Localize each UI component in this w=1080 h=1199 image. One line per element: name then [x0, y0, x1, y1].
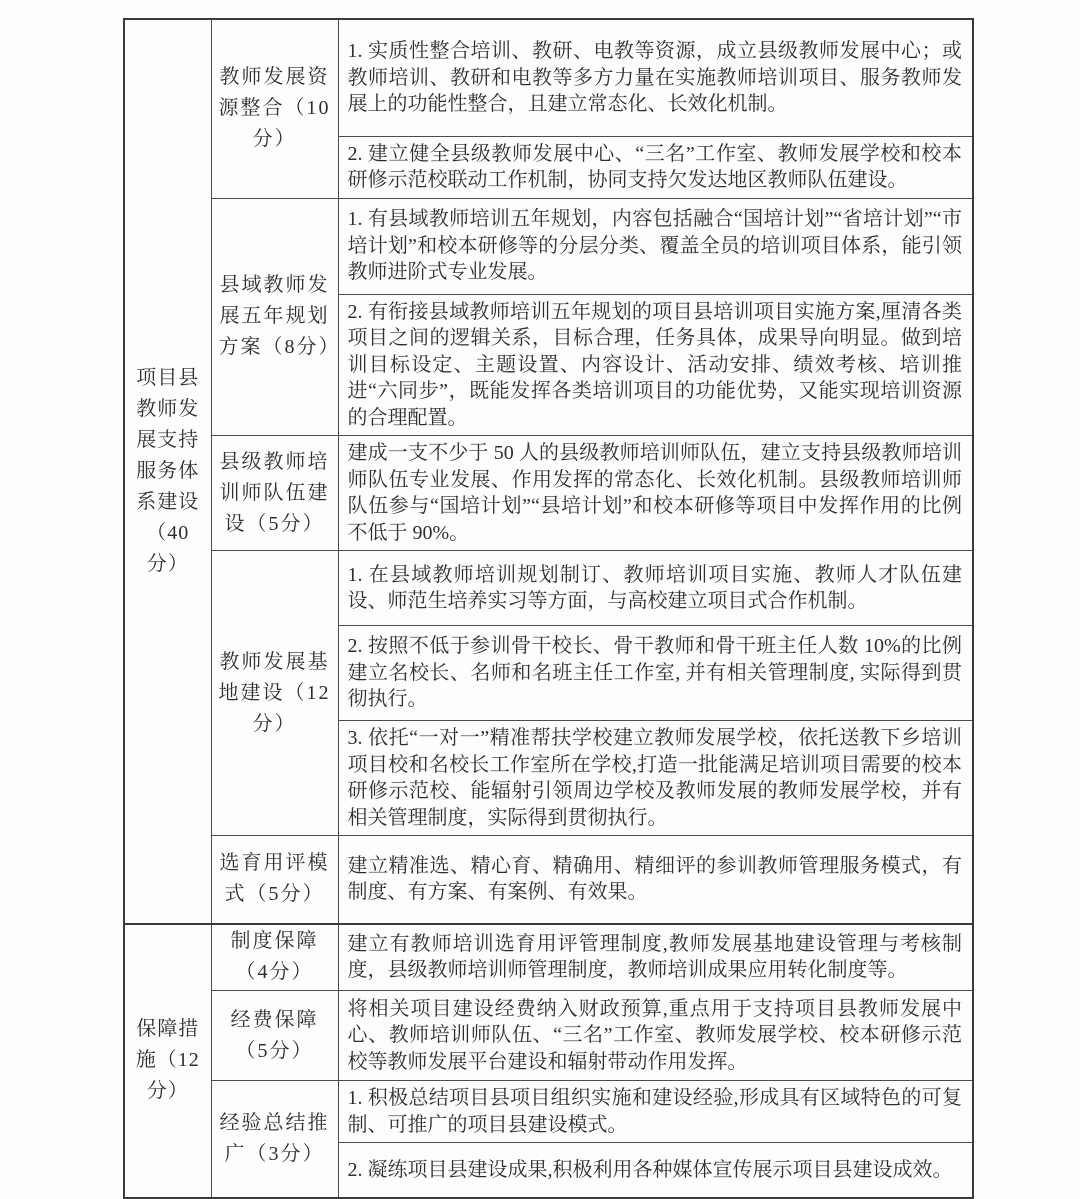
detail-cell: 1. 积极总结项目县项目组织实施和建设经验,形成具有区域特色的可复制、可推广的项目县建设模式。 — [338, 1081, 973, 1143]
detail-cell: 建成一支不少于 50 人的县级教师培训师队伍，建立支持县级教师培训师队伍专业发展、作用发挥的常态化、长效化机制。县级教师培训师队伍参与“国培计划”“县培计划”和校本研修等项目中发挥作用的比例不低于 90%。 — [338, 436, 973, 551]
detail-cell: 2. 建立健全县级教师发展中心、“三名”工作室、教师发展学校和校本研修示范校联动工作机制，协同支持欠发达地区教师队伍建设。 — [338, 136, 973, 198]
detail-cell: 1. 实质性整合培训、教研、电教等资源，成立县级教师发展中心；或教师培训、教研和电教等多方力量在实施教师培训项目、服务教师发展上的功能性整合，且建立常态化、长效化机制。 — [338, 19, 973, 136]
item-cell-funding-guarantee: 经费保障（5分） — [211, 991, 338, 1081]
detail-cell: 建立有教师培训选育用评管理制度,教师发展基地建设管理与考核制度，县级教师培训师管理制度，教师培训成果应用转化制度等。 — [338, 924, 973, 991]
detail-cell: 建立精准选、精心育、精确用、精细评的参训教师管理服务模式，有制度、有方案、有案例、有效果。 — [338, 836, 973, 924]
item-cell-trainer-team: 县级教师培训师队伍建设（5分） — [211, 436, 338, 551]
detail-cell: 1. 在县域教师培训规划制订、教师培训项目实施、教师人才队伍建设、师范生培养实习等方面，与高校建立项目式合作机制。 — [338, 551, 973, 626]
detail-cell: 1. 有县域教师培训五年规划，内容包括融合“国培计划”“省培计划”“市培计划”和校本研修等的分层分类、覆盖全员的培训项目体系，能引领教师进阶式专业发展。 — [338, 198, 973, 294]
detail-cell: 2. 按照不低于参训骨干校长、骨干教师和骨干班主任人数 10%的比例建立名校长、名师和名班主任工作室, 并有相关管理制度, 实际得到贯彻执行。 — [338, 626, 973, 721]
item-cell-experience-promotion: 经验总结推广（3分） — [211, 1081, 338, 1198]
item-cell-resource-integration: 教师发展资源整合（10分） — [211, 19, 338, 198]
item-cell-system-guarantee: 制度保障（4分） — [211, 924, 338, 991]
item-cell-base-construction: 教师发展基地建设（12分） — [211, 551, 338, 836]
evaluation-criteria-table — [123, 18, 974, 1199]
detail-cell: 2. 有衔接县域教师培训五年规划的项目县培训项目实施方案,厘清各类项目之间的逻辑关系，目标合理，任务具体，成果导向明显。做到培训目标设定、主题设置、内容设计、活动安排、绩效考核、培训推进“六同步”，既能发挥各类培训项目的功能优势，又能实现培训资源的合理配置。 — [338, 294, 973, 436]
detail-cell: 3. 依托“一对一”精准帮扶学校建立教师发展学校，依托送教下乡培训项目校和名校长工作室所在学校,打造一批能满足培训项目需要的校本研修示范校、能辐射引领周边学校及教师发展的教师发展学校，并有相关管理制度，实际得到贯彻执行。 — [338, 721, 973, 836]
detail-cell: 将相关项目建设经费纳入财政预算,重点用于支持项目县教师发展中心、教师培训师队伍、“三名”工作室、教师发展学校、校本研修示范校等教师发展平台建设和辐射带动作用发挥。 — [338, 991, 973, 1081]
item-cell-five-year-plan: 县域教师发展五年规划方案（8分） — [211, 198, 338, 436]
category-cell-safeguard-measures: 保障措施（12分） — [124, 924, 211, 1198]
category-cell-support-system: 项目县教师发展支持服务体系建设（40分） — [124, 19, 211, 924]
item-cell-selection-model: 选育用评模式（5分） — [211, 836, 338, 924]
detail-cell: 2. 凝练项目县建设成果,积极利用各种媒体宣传展示项目县建设成效。 — [338, 1143, 973, 1198]
